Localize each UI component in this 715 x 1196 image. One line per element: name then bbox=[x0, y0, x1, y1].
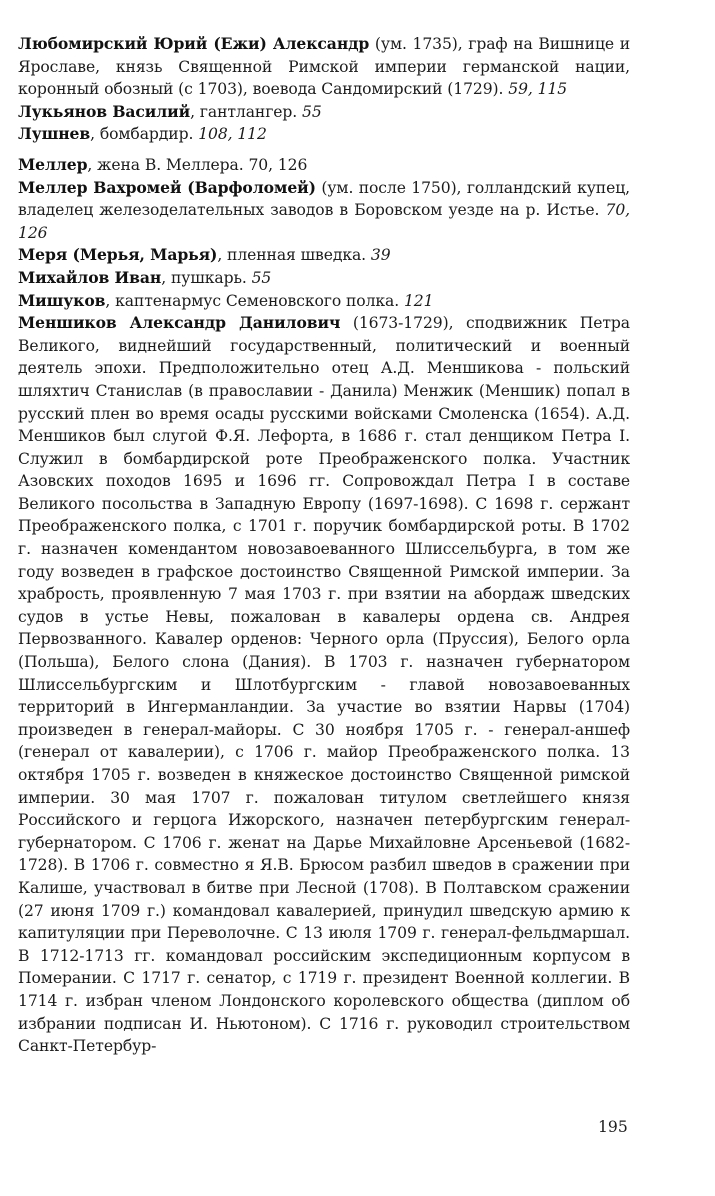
entry-name: Лукьянов Василий bbox=[18, 101, 191, 121]
entry-name: Меллер bbox=[18, 154, 88, 174]
entry-name: Меря (Мерья, Марья) bbox=[18, 245, 218, 265]
entry-name: Меншиков Александр Данилович bbox=[18, 313, 341, 333]
index-entry-meller-vakhromey bbox=[18, 177, 630, 245]
entry-page-refs: 108, 112 bbox=[198, 125, 267, 144]
entry-page-refs: 59, 115 bbox=[508, 80, 568, 99]
index-entry-menshikov bbox=[18, 312, 630, 1058]
index-entry-lubomirsky bbox=[18, 33, 630, 101]
index-entry-meller-wife bbox=[18, 154, 630, 177]
index-entry-merya bbox=[18, 244, 630, 267]
index-entry-lushnev bbox=[18, 123, 630, 146]
index-entry-mikhailov bbox=[18, 267, 630, 290]
entry-description: , каптенармус Семеновского полка. bbox=[105, 291, 404, 310]
entry-page-refs: 55 bbox=[251, 268, 272, 287]
index-page bbox=[18, 33, 630, 1058]
entry-description: (ум. после 1750), голландский купец, владелец железоделательных заводов в Боровском уезде на р. Истье. bbox=[18, 178, 630, 220]
entry-description: , гантлангер. bbox=[190, 102, 302, 121]
entry-description: , бомбардир. bbox=[90, 125, 199, 144]
entry-description: , пушкарь. bbox=[161, 268, 252, 287]
entry-page-refs: 39 bbox=[370, 246, 391, 265]
index-entry-mishukov bbox=[18, 290, 630, 313]
page-number: 195 bbox=[598, 1118, 628, 1136]
entry-name: Меллер Вахромей (Варфоломей) bbox=[18, 177, 316, 197]
entry-page-refs: 55 bbox=[302, 102, 322, 121]
entry-description: (ум. 1735), граф на Вишнице и Ярославе, князь Священной Римской империи германской нации, коронный обозный (с 1703), воевода Сандомирский (1729). bbox=[18, 35, 630, 99]
entry-description: , жена В. Меллера. 70, 126 bbox=[87, 155, 308, 174]
entry-name: Михайлов Иван bbox=[18, 267, 162, 287]
entry-name: Любомирский Юрий (Ежи) Александр bbox=[18, 34, 370, 53]
entry-name: Лушнев bbox=[18, 124, 91, 144]
entry-page-refs: 121 bbox=[403, 291, 434, 310]
entry-name: Мишуков bbox=[18, 290, 106, 310]
index-entry-lukyanov bbox=[18, 101, 630, 124]
entry-description: (1673-1729), сподвижник Петра Великого, виднейший государственный, политический и военный деятель эпохи. Предположительно отец А.Д. Меншикова - польский шляхтич Станислав (в православии - Данила) Менжик (Меншик) попал в русский плен во время осады русскими войсками Смоленска (1654). А.Д. Меншиков был слугой Ф.Я. Лефорта, в 1686 г. стал денщиком Петра I. Служил в бомбардирской роте Преображенского полка. Участник Азовских походов 1695 и 1696 гг. Сопровождал Петра I в составе Великого посольства в Западную Европу (1697-1698). С 1698 г. сержант Преображенского полка, с 1701 г. поручик бомбардирской роты. В 1702 г. назначен комендантом новозавоеванного Шлиссельбурга, в том же году возведен в графское достоинство Священной Римской империи. За храбрость, проявленную 7 мая 1703 г. при взятии на абордаж шведских судов в устье Невы, пожалован в кавалеры ордена св. Андрея Первозванного. Кавалер орденов: Черного орла (Пруссия), Белого орла (Польша), Белого слона (Дания). В 1703 г. назначен губернатором Шлиссельбургским и Шлотбургским - главой новозавоеванных территорий в Ингерманландии. За участие во взятии Нарвы (1704) произведен в генерал-майоры. С 30 ноября 1705 г. - генерал-аншеф (генерал от кавалерии), с 1706 г. майор Преображенского полка. 13 октября 1705 г. возведен в княжеское достоинство Священной римской империи. 30 мая 1707 г. пожалован титулом светлейшего князя Российского и герцога Ижорского, назначен петербургским генерал-губернатором. С 1706 г. женат на Дарье Михайловне Арсеньевой (1682-1728). В 1706 г. совместно я Я.В. Брюсом разбил шведов в сражении при Калише, участвовал в битве при Лесной (1708). В Полтавском сражении (27 июня 1709 г.) командовал кавалерией, принудил шведскую армию к капитуляции при Переволочне. С 13 июля 1709 г. генерал-фельдмаршал. В 1712-1713 гг. командовал российским экспедиционным корпусом в Померании. С 1717 г. сенатор, с 1719 г. президент Военной коллегии. В 1714 г. избран членом Лондонского королевского общества (диплом об избрании подписан И. Ньютоном). С 1716 г. руководил строительством Санкт-Петербур- bbox=[18, 314, 630, 1056]
entry-page-refs: 70, 126 bbox=[18, 201, 630, 242]
entry-description: , пленная шведка. bbox=[217, 246, 371, 265]
